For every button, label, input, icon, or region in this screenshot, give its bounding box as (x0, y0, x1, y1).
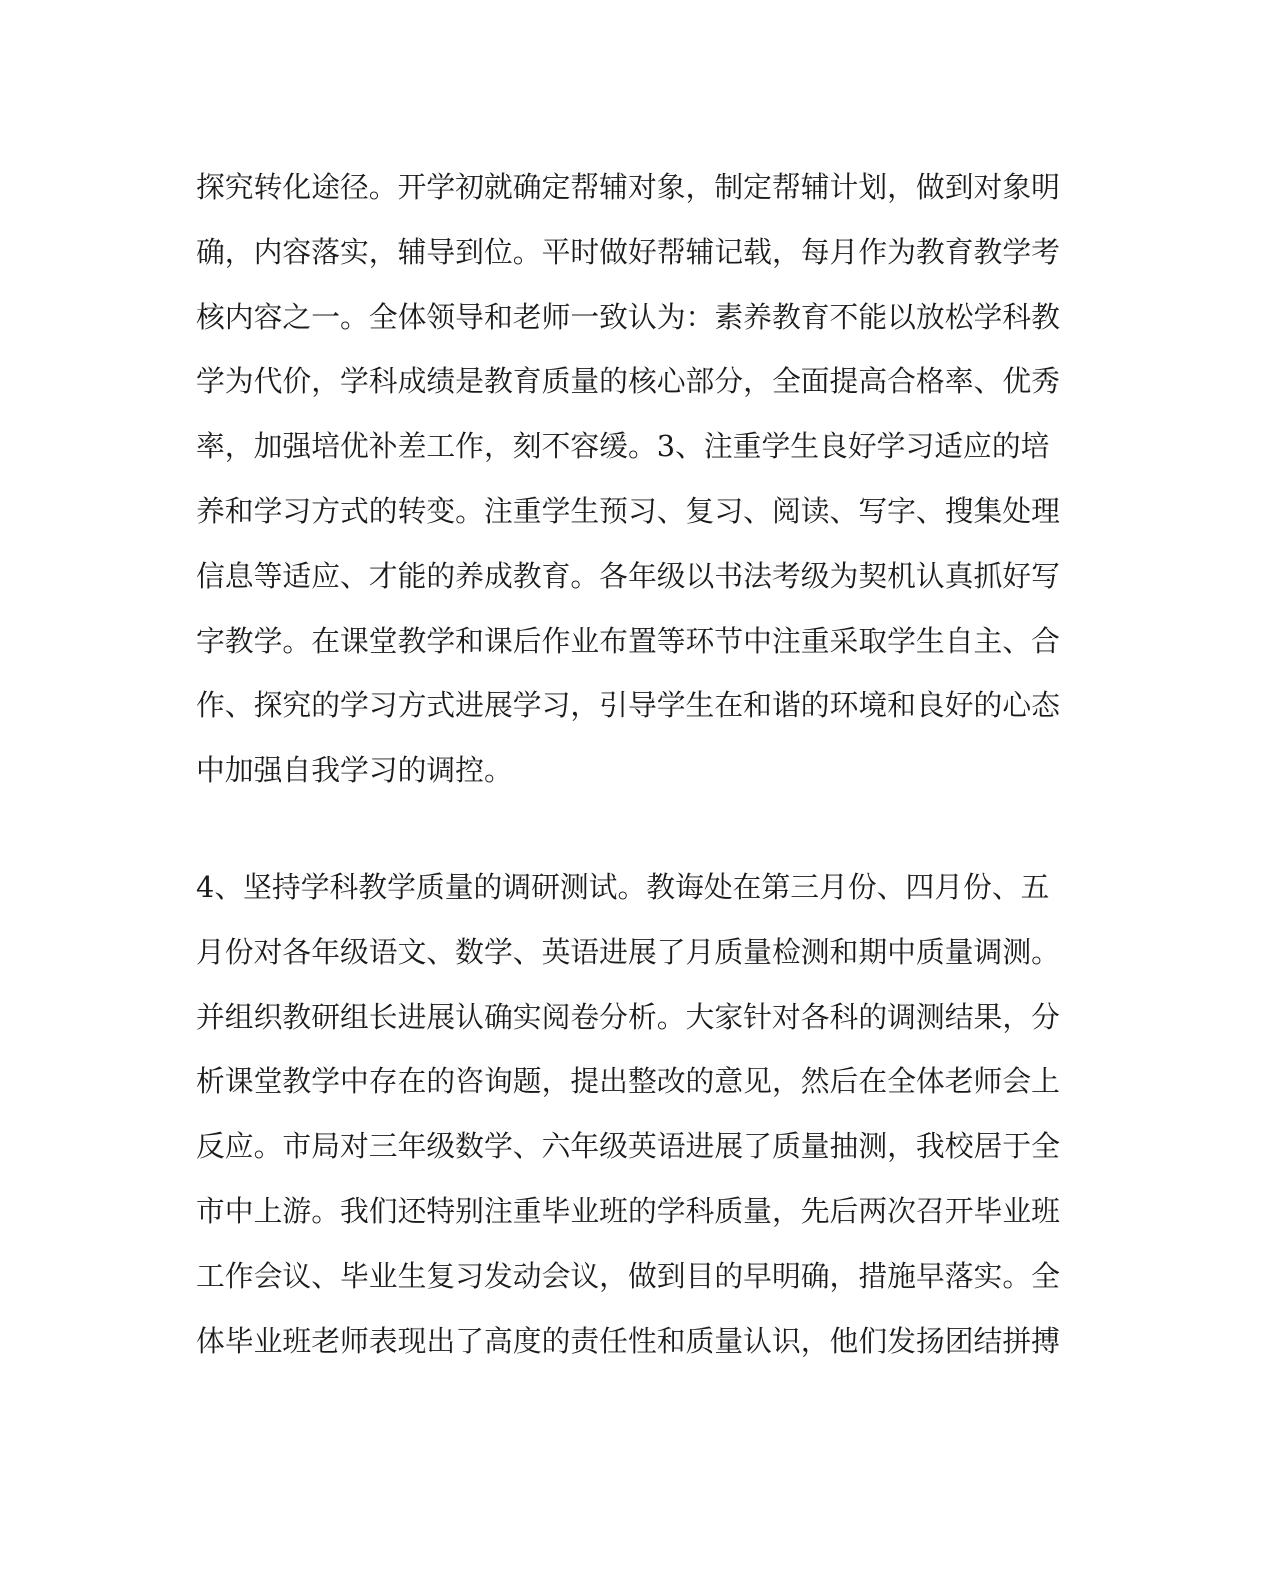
text-line: 养和学习方式的转变。注重学生预习、复习、阅读、写字、搜集处理 (196, 493, 1060, 528)
text-line: 探究转化途径。开学初就确定帮辅对象，制定帮辅计划，做到对象明 (196, 170, 1060, 204)
text-line: 中加强自我学习的调控。 (196, 753, 513, 788)
paragraph-1 (196, 155, 1076, 803)
text-line: 体毕业班老师表现出了高度的责任性和质量认识，他们发扬团结拼搏 (196, 1323, 1060, 1358)
text-line: 确，内容落实，辅导到位。平时做好帮辅记载，每月作为教育教学考 (196, 234, 1060, 269)
text-line: 核内容之一。全体领导和老师一致认为：素养教育不能以放松学科教 (196, 299, 1060, 334)
text-line: 反应。市局对三年级数学、六年级英语进展了质量抽测，我校居于全 (196, 1129, 1060, 1164)
text-line: 字教学。在课堂教学和课后作业布置等环节中注重采取学生自主、合 (196, 623, 1060, 658)
text-line: 率，加强培优补差工作，刻不容缓。3、注重学生良好学习适应的培 (196, 429, 1050, 464)
paragraph-2 (196, 855, 1076, 1373)
text-line: 析课堂教学中存在的咨询题，提出整改的意见，然后在全体老师会上 (196, 1064, 1060, 1099)
text-line: 4、坚持学科教学质量的调研测试。教诲处在第三月份、四月份、五 (196, 870, 1050, 904)
text-line: 并组织教研组长进展认确实阅卷分析。大家针对各科的调测结果，分 (196, 999, 1060, 1034)
text-line: 工作会议、毕业生复习发动会议，做到目的早明确，措施早落实。全 (196, 1258, 1060, 1293)
text-line: 学为代价，学科成绩是教育质量的核心部分，全面提高合格率、优秀 (196, 364, 1060, 399)
text-line: 市中上游。我们还特别注重毕业班的学科质量，先后两次召开毕业班 (196, 1193, 1060, 1228)
text-line: 月份对各年级语文、数学、英语进展了月质量检测和期中质量调测。 (196, 934, 1060, 969)
text-line: 作、探究的学习方式进展学习，引导学生在和谐的环境和良好的心态 (196, 688, 1060, 723)
text-line: 信息等适应、才能的养成教育。各年级以书法考级为契机认真抓好写 (196, 558, 1060, 593)
